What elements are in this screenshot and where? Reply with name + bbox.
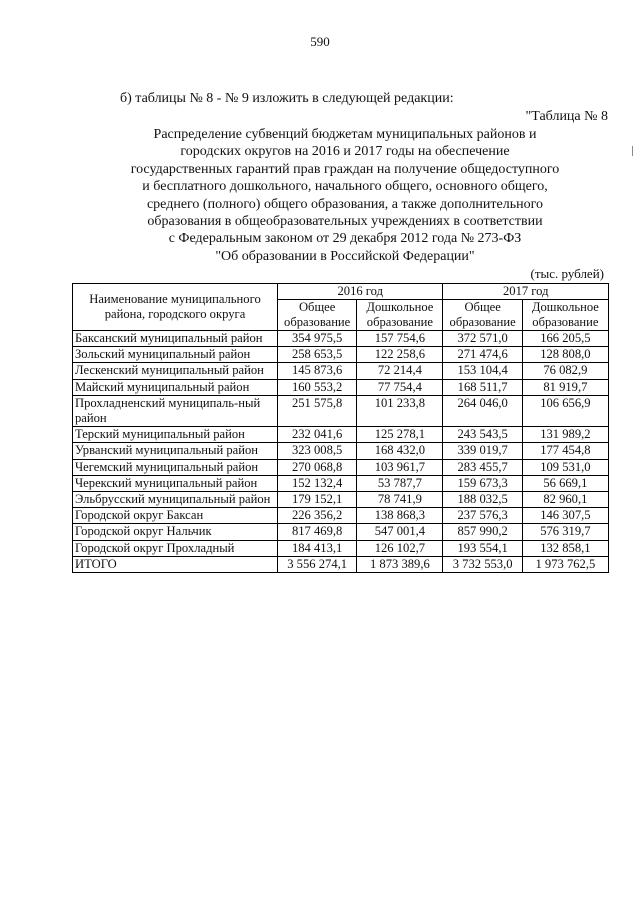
table-header — [73, 284, 609, 331]
cell-v2017-general: 857 990,2 — [443, 524, 522, 540]
table-row — [73, 347, 609, 363]
table-row — [73, 524, 609, 540]
row-name: Городской округ Нальчик — [73, 524, 278, 540]
cell-v2017-general: 168 511,7 — [443, 379, 522, 395]
table-row — [73, 492, 609, 508]
row-name: Терский муниципальный район — [73, 427, 278, 443]
cell-v2017-preschool: 56 669,1 — [522, 475, 608, 491]
table-row — [73, 427, 609, 443]
cell-v2017-general: 264 046,0 — [443, 395, 522, 426]
table-row — [73, 540, 609, 556]
cell-v2016-general: 152 132,4 — [278, 475, 357, 491]
row-name: Баксанский муниципальный район — [73, 331, 278, 347]
title-line: Распределение субвенций бюджетам муниципальных районов и — [153, 127, 537, 142]
cell-v2016-preschool: 53 787,7 — [357, 475, 443, 491]
cell-v2016-preschool: 547 001,4 — [357, 524, 443, 540]
cell-v2016-general: 145 873,6 — [278, 363, 357, 379]
cell-v2017-preschool: 109 531,0 — [522, 459, 608, 475]
page-number: 590 — [310, 34, 330, 49]
row-name: ИТОГО — [73, 556, 278, 572]
cell-v2017-preschool: 131 989,2 — [522, 427, 608, 443]
cell-v2017-general: 283 455,7 — [443, 459, 522, 475]
header-2016-preschool: Дошкольное образование — [357, 300, 443, 331]
cell-v2017-general: 237 576,3 — [443, 508, 522, 524]
header-year-2017: 2017 год — [443, 284, 609, 300]
cell-v2016-general: 251 575,8 — [278, 395, 357, 426]
cell-v2016-general: 3 556 274,1 — [278, 556, 357, 572]
units-label: (тыс. рублей) — [530, 266, 604, 281]
cell-v2016-preschool: 126 102,7 — [357, 540, 443, 556]
cell-v2017-general: 3 732 553,0 — [443, 556, 522, 572]
table-row — [73, 508, 609, 524]
cell-v2017-general: 159 673,3 — [443, 475, 522, 491]
cell-v2016-general: 258 653,5 — [278, 347, 357, 363]
intro-text: б) таблицы № 8 - № 9 изложить в следующей редакции: — [120, 91, 454, 106]
table-label: "Таблица № 8 — [525, 109, 608, 124]
cell-v2017-general: 271 474,6 — [443, 347, 522, 363]
row-name: Эльбрусский муниципальный район — [73, 492, 278, 508]
header-name: Наименование муниципального района, городского округа — [73, 284, 278, 331]
cell-v2016-preschool: 138 868,3 — [357, 508, 443, 524]
row-name: Черекский муниципальный район — [73, 475, 278, 491]
title-line: городских округов на 2016 и 2017 годы на обеспечение — [180, 144, 510, 160]
table-row — [73, 475, 609, 491]
cell-v2016-preschool: 78 741,9 — [357, 492, 443, 508]
cell-v2017-preschool: 177 454,8 — [522, 443, 608, 459]
cell-v2017-general: 153 104,4 — [443, 363, 522, 379]
cell-v2017-preschool: 132 858,1 — [522, 540, 608, 556]
cell-v2016-general: 817 469,8 — [278, 524, 357, 540]
table-row — [73, 363, 609, 379]
cell-v2016-general: 179 152,1 — [278, 492, 357, 508]
cell-v2016-preschool: 101 233,8 — [357, 395, 443, 426]
row-name: Урванский муниципальный район — [73, 443, 278, 459]
title-line: государственных гарантий прав граждан на получение общедоступного — [130, 161, 560, 177]
cell-v2017-preschool: 106 656,9 — [522, 395, 608, 426]
cell-v2017-preschool: 146 307,5 — [522, 508, 608, 524]
cell-v2016-general: 270 068,8 — [278, 459, 357, 475]
cell-v2017-preschool: 76 082,9 — [522, 363, 608, 379]
cell-v2016-preschool: 168 432,0 — [357, 443, 443, 459]
table-row — [73, 395, 609, 426]
cell-v2016-preschool: 122 258,6 — [357, 347, 443, 363]
title-line: среднего (полного) общего образования, а также дополнительного — [146, 196, 544, 212]
table-body — [73, 331, 609, 573]
cell-v2016-general: 354 975,5 — [278, 331, 357, 347]
cell-v2017-general: 193 554,1 — [443, 540, 522, 556]
document-title — [100, 126, 590, 265]
title-line: с Федеральным законом от 29 декабря 2012 года № 273-ФЗ — [168, 231, 522, 247]
header-year-2016: 2016 год — [278, 284, 443, 300]
row-name: Майский муниципальный район — [73, 379, 278, 395]
cell-v2017-general: 188 032,5 — [443, 492, 522, 508]
header-2016-general: Общее образование — [278, 300, 357, 331]
row-name: Прохладненский муниципаль-ный район — [73, 395, 278, 426]
table-row — [73, 443, 609, 459]
cell-v2017-general: 243 543,5 — [443, 427, 522, 443]
cell-v2016-preschool: 77 754,4 — [357, 379, 443, 395]
cell-v2017-preschool: 128 808,0 — [522, 347, 608, 363]
cell-v2017-general: 339 019,7 — [443, 443, 522, 459]
cell-v2017-preschool: 1 973 762,5 — [522, 556, 608, 572]
title-line: "Об образовании в Российской Федерации" — [215, 248, 475, 264]
cell-v2016-preschool: 72 214,4 — [357, 363, 443, 379]
row-name: Лескенский муниципальный район — [73, 363, 278, 379]
cell-v2017-preschool: 166 205,5 — [522, 331, 608, 347]
header-row-years — [73, 284, 609, 300]
cell-v2017-preschool: 81 919,7 — [522, 379, 608, 395]
cell-v2016-preschool: 103 961,7 — [357, 459, 443, 475]
row-name: Чегемский муниципальный район — [73, 459, 278, 475]
table-row — [73, 379, 609, 395]
title-line: и бесплатного дошкольного, начального общего, основного общего, — [142, 179, 548, 195]
table-row — [73, 459, 609, 475]
cell-v2016-preschool: 157 754,6 — [357, 331, 443, 347]
cell-v2016-preschool: 1 873 389,6 — [357, 556, 443, 572]
row-name: Городской округ Баксан — [73, 508, 278, 524]
table-row — [73, 556, 609, 572]
row-name: Городской округ Прохладный — [73, 540, 278, 556]
row-name: Зольский муниципальный район — [73, 347, 278, 363]
cell-v2016-general: 226 356,2 — [278, 508, 357, 524]
subventions-table — [72, 283, 609, 573]
cell-v2016-general: 184 413,1 — [278, 540, 357, 556]
cell-v2017-general: 372 571,0 — [443, 331, 522, 347]
header-2017-preschool: Дошкольное образование — [522, 300, 608, 331]
cell-v2016-general: 323 008,5 — [278, 443, 357, 459]
cell-v2016-general: 232 041,6 — [278, 427, 357, 443]
cell-v2017-preschool: 576 319,7 — [522, 524, 608, 540]
table-row — [73, 331, 609, 347]
title-line: образования в общеобразовательных учреждениях в соответствии — [147, 214, 543, 230]
header-2017-general: Общее образование — [443, 300, 522, 331]
margin-mark — [632, 146, 633, 156]
cell-v2016-general: 160 553,2 — [278, 379, 357, 395]
cell-v2017-preschool: 82 960,1 — [522, 492, 608, 508]
cell-v2016-preschool: 125 278,1 — [357, 427, 443, 443]
